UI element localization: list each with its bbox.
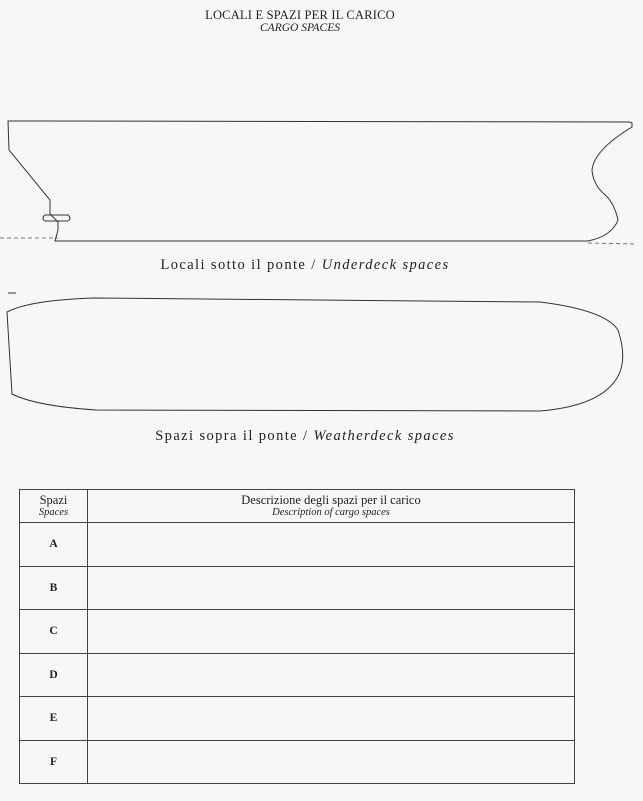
- space-description-c[interactable]: [88, 610, 575, 654]
- space-letter-f: F: [20, 740, 88, 784]
- description-column-header: [88, 490, 575, 523]
- table-row: [20, 523, 575, 567]
- cargo-spaces-table: [19, 489, 575, 784]
- caption-underdeck: [0, 257, 610, 274]
- caption-weatherdeck-it: Spazi sopra il ponte /: [155, 428, 309, 444]
- table-row: [20, 653, 575, 697]
- space-letter-e: E: [20, 697, 88, 741]
- space-description-a[interactable]: [88, 523, 575, 567]
- space-description-f[interactable]: [88, 740, 575, 784]
- table-row: [20, 740, 575, 784]
- page-title: LOCALI E SPAZI PER IL CARICO: [205, 8, 395, 22]
- table-row: [20, 566, 575, 610]
- page-subtitle: CARGO SPACES: [260, 22, 340, 34]
- caption-weatherdeck: [0, 428, 610, 445]
- space-description-b[interactable]: [88, 566, 575, 610]
- space-letter-d: D: [20, 653, 88, 697]
- space-letter-a: A: [20, 523, 88, 567]
- table-row: [20, 697, 575, 741]
- description-header-it: Descrizione degli spazi per il carico: [241, 492, 421, 507]
- description-header-en: Description of cargo spaces: [272, 506, 390, 518]
- space-letter-b: B: [20, 566, 88, 610]
- space-description-e[interactable]: [88, 697, 575, 741]
- caption-underdeck-it: Locali sotto il ponte /: [160, 257, 317, 273]
- table-header-row: [20, 490, 575, 523]
- ship-profile-outline: [8, 121, 632, 241]
- space-letter-c: C: [20, 610, 88, 654]
- ship-plan-outline: [7, 298, 623, 411]
- spaces-header-en: Spaces: [38, 506, 69, 518]
- spaces-column-header: [20, 490, 88, 523]
- space-description-d[interactable]: [88, 653, 575, 697]
- spaces-header-it: Spazi: [39, 492, 68, 507]
- table-row: [20, 610, 575, 654]
- caption-underdeck-en: Underdeck spaces: [321, 257, 450, 273]
- caption-weatherdeck-en: Weatherdeck spaces: [313, 428, 455, 444]
- baseline-dash: [588, 243, 635, 244]
